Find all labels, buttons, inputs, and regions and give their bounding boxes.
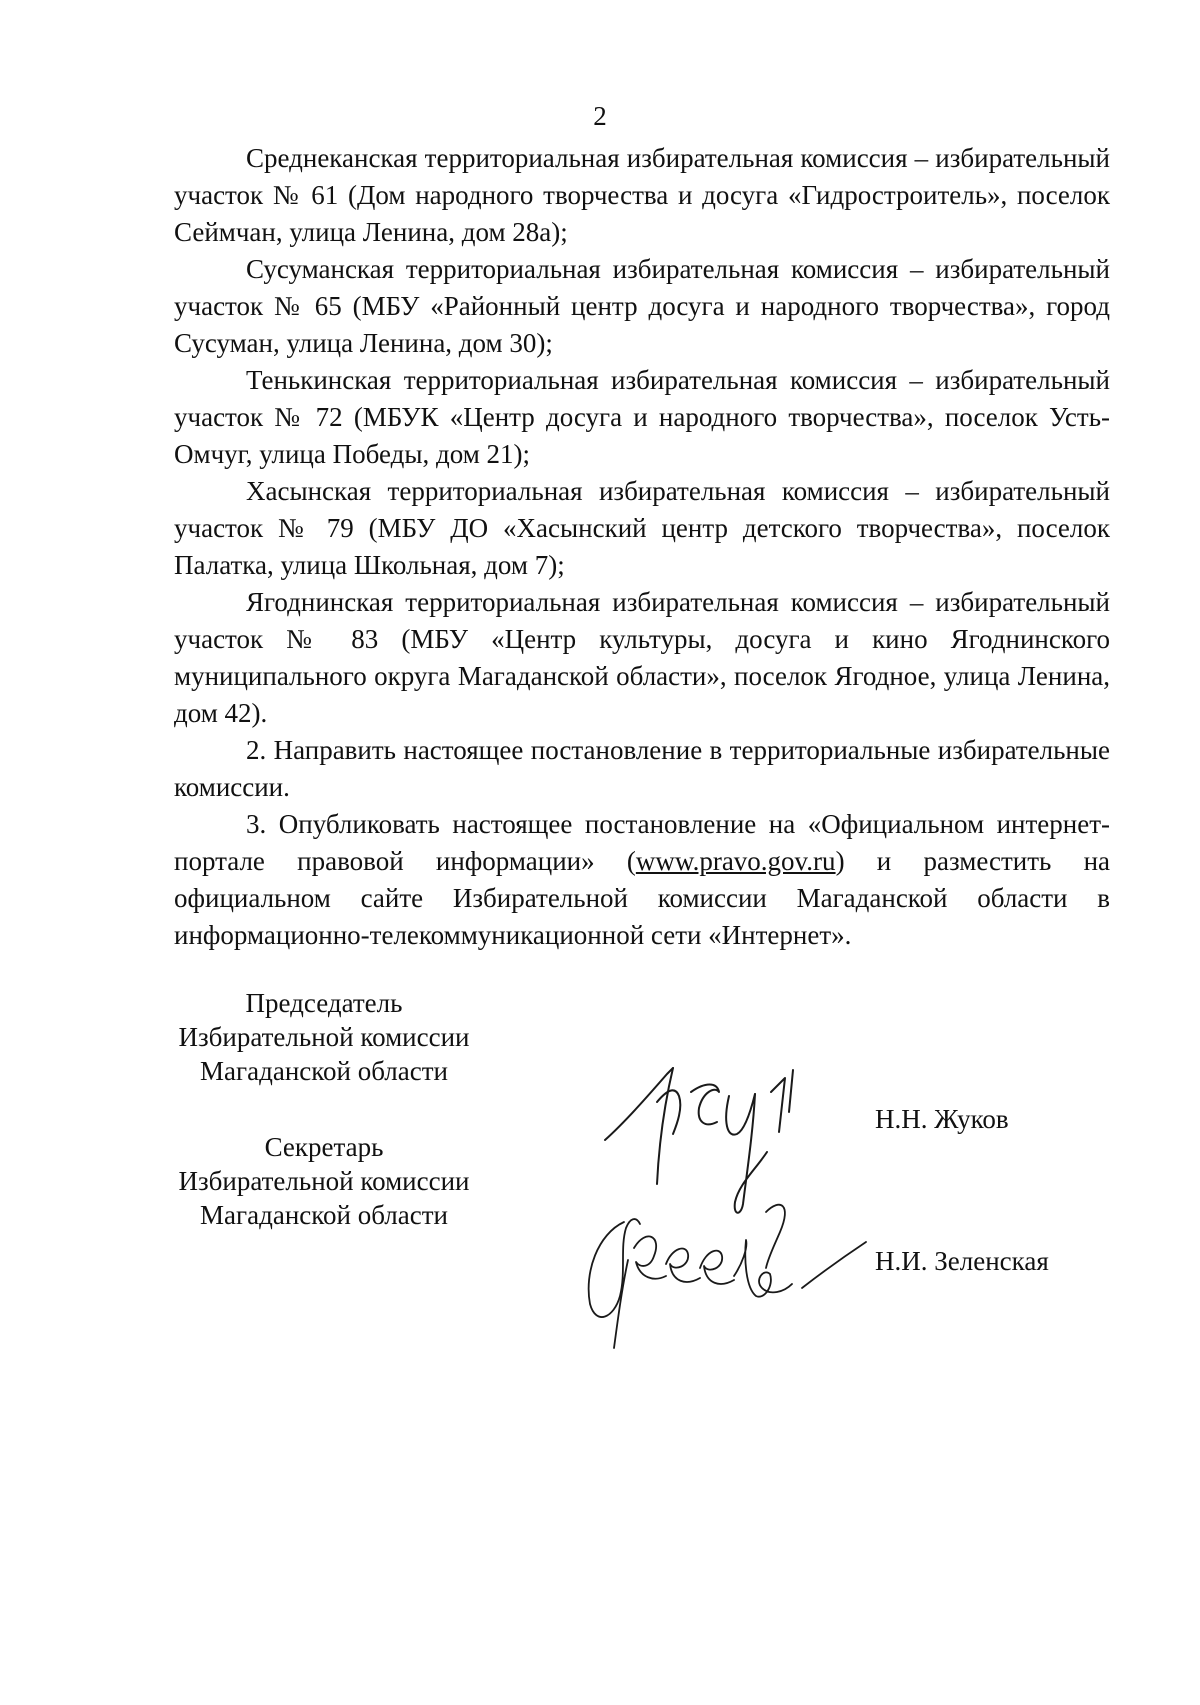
chairman-title-line-1: Председатель: [245, 988, 403, 1018]
paragraph-item-3-end: ) и разместить на официальном сайте Избирательной комиссии Магаданской области в информационно-телекоммуникационной сети «Интернет».: [174, 846, 1111, 950]
paragraph-tenkinskaya: Тенькинская территориальная избирательная комиссия – избирательный участок № 72 (МБУК «Центр досуга и народного творчества», поселок Усть-Омчуг, улица Победы, дом 21);: [174, 365, 1110, 469]
secretary-title-line-1: Секретарь: [264, 1132, 384, 1162]
chairman-title-line-2: Избирательной комиссии: [178, 1022, 470, 1052]
paragraph-yagodninskaya: Ягоднинская территориальная избирательная комиссия – избирательный участок № 83 (МБУ «Центр культуры, досуга и кино Ягоднинского муниципального округа Магаданской области», поселок Ягодное, улица Ленина, дом 42).: [174, 587, 1110, 728]
paragraph-item-3-start: 3. Опубликовать настоящее постановление на «Официальном интернет-портале правовой информации» (: [174, 809, 1110, 876]
chairman-title-line-3: Магаданской области: [200, 1056, 448, 1086]
paragraph-khasynskaya: Хасынская территориальная избирательная комиссия – избирательный участок № 79 (МБУ ДО «Хасынский центр детского творчества», поселок Палатка, улица Школьная, дом 7);: [174, 476, 1110, 580]
secretary-title-line-2: Избирательной комиссии: [178, 1166, 470, 1196]
secretary-title-line-3: Магаданской области: [200, 1200, 448, 1230]
paragraph-item-2: 2. Направить настоящее постановление в территориальные избирательные комиссии.: [174, 735, 1110, 802]
chairman-title: [144, 986, 504, 1088]
secretary-name: Н.И. Зеленская: [875, 1246, 1049, 1276]
document-body: [174, 140, 1110, 954]
paragraph-item-3: [174, 806, 1110, 954]
pravo-gov-link[interactable]: www.pravo.gov.ru: [635, 846, 836, 876]
paragraph-srednekanskaya: Среднеканская территориальная избирательная комиссия – избирательный участок № 61 (Дом народного творчества и досуга «Гидростроитель», поселок Сеймчан, улица Ленина, дом 28а);: [174, 143, 1110, 247]
chairman-name: Н.Н. Жуков: [875, 1104, 1009, 1134]
paragraph-susumanskaya: Сусуманская территориальная избирательная комиссия – избирательный участок № 65 (МБУ «Районный центр досуга и народного творчества», город Сусуман, улица Ленина, дом 30);: [174, 254, 1110, 358]
secretary-signature: [570, 1188, 870, 1358]
secretary-title: [144, 1130, 504, 1232]
page-number: 2: [593, 101, 607, 131]
